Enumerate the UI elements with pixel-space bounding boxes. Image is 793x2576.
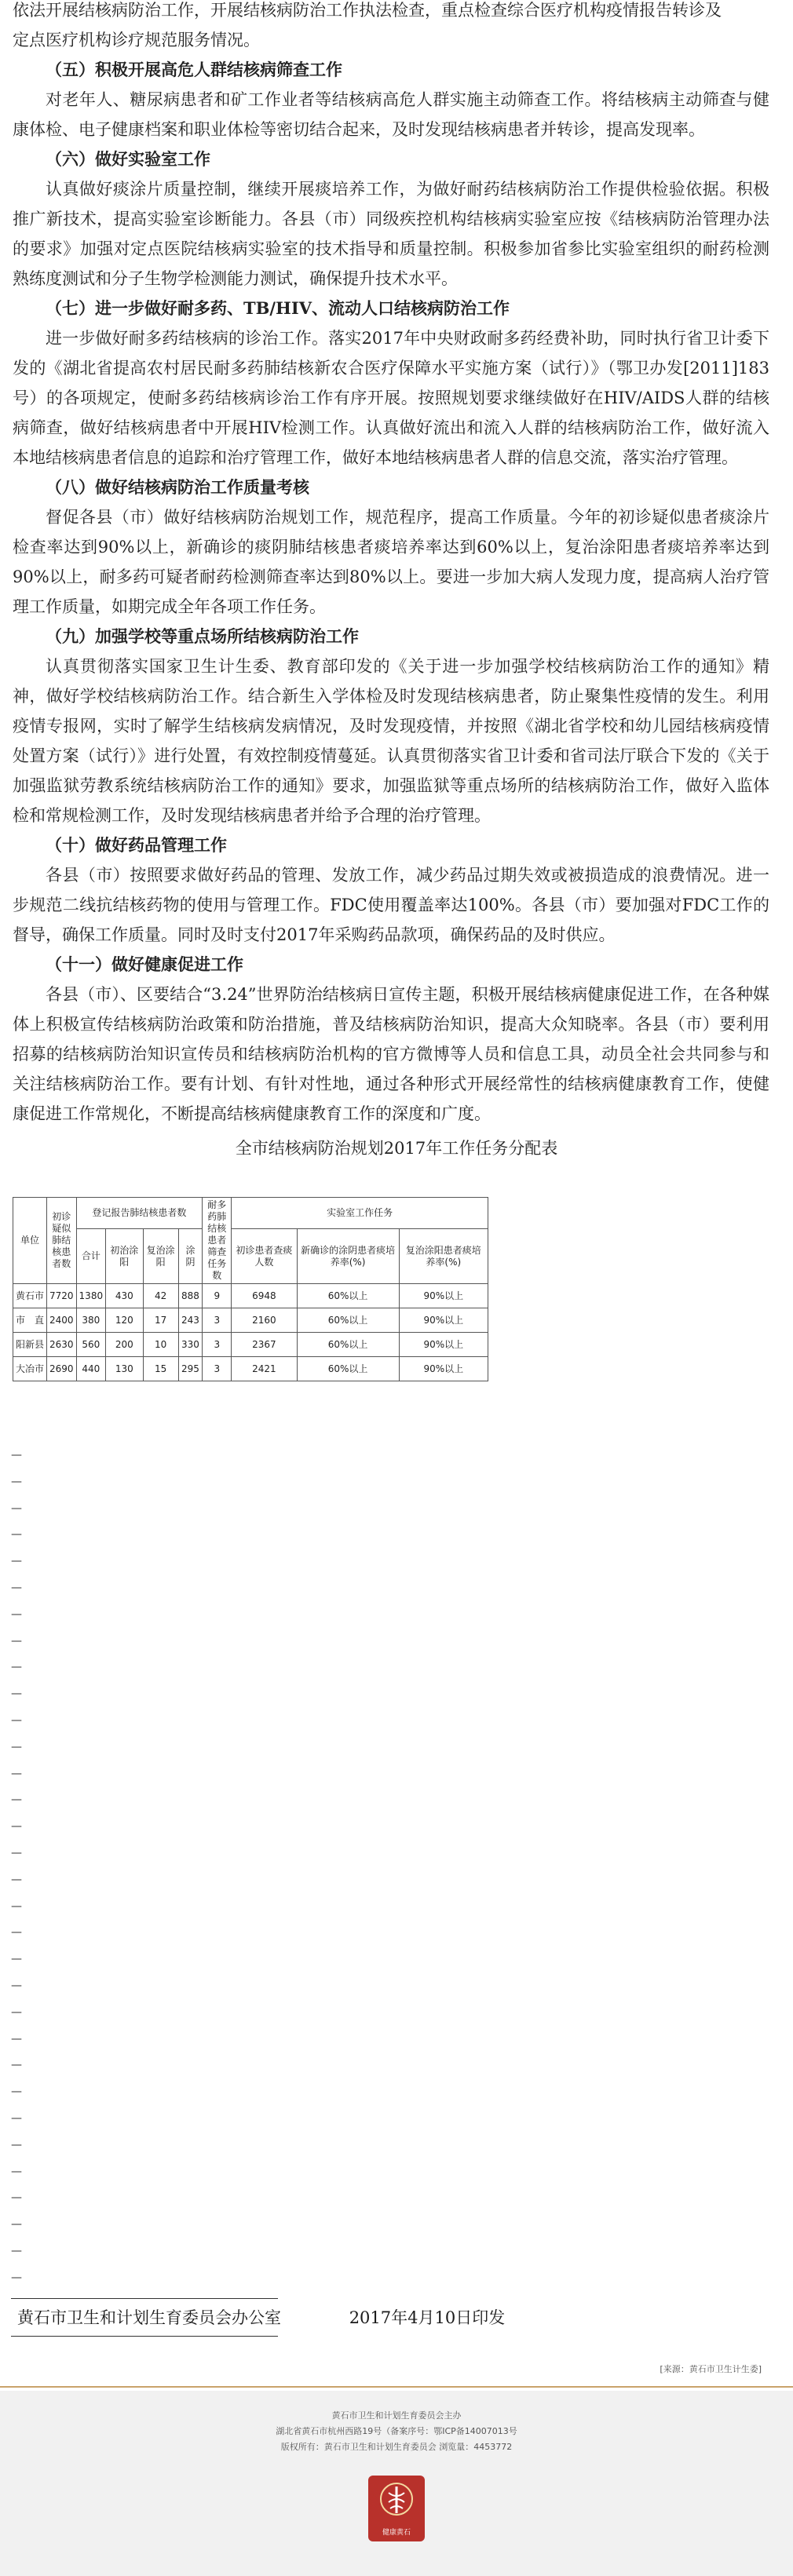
cell-retreat-pos: 17 — [143, 1308, 178, 1333]
section-paragraph-5: 对老年人、糖尿病患者和矿工作业者等结核病高危人群实施主动筛查工作。将结核病主动筛查与健康体检、电子健康档案和职业体检等密切结合起来，及时发现结核病患者并转诊，提高发现率。 — [13, 90, 769, 139]
dash-placeholder: — — [11, 1607, 22, 1621]
header-lab-retreat-culture: 复治涂阳患者痰培养率(%) — [399, 1229, 488, 1284]
article-body — [0, 0, 793, 1163]
cell-suspected: 7720 — [47, 1284, 77, 1308]
dash-placeholder: — — [11, 1846, 22, 1859]
dash-placeholder-list — [11, 1443, 42, 2292]
section-paragraph-6: 认真做好痰涂片质量控制，继续开展痰培养工作，为做好耐药结核病防治工作提供检验依据。积极推广新技术，提高实验室诊断能力。各县（市）同级疾控机构结核病实验室应按《结核病防治管理办法的要求》加强对定点医院结核病实验室的技术指导和质量控制。积极参加省参比实验室组织的耐药检测熟练度测试和分子生物学检测能力测试，确保提升技术水平。 — [13, 180, 769, 288]
header-registered-group: 登记报告肺结核患者数 — [76, 1198, 203, 1229]
dash-placeholder: — — [11, 2059, 22, 2072]
cell-new-rate: 60%以上 — [297, 1284, 399, 1308]
footer-sponsor: 黄石市卫生和计划生育委员会主办 — [331, 2410, 462, 2421]
dash-placeholder: — — [11, 2005, 22, 2019]
footer-address: 湖北省黄石市杭州西路19号（备案序号：鄂ICP备14007013号 — [276, 2426, 517, 2436]
dash-placeholder: — — [11, 1899, 22, 1913]
issuer-bottom-rule — [11, 2336, 278, 2337]
table-row — [13, 1284, 488, 1308]
section-heading-10: （十）做好药品管理工作 — [46, 835, 227, 855]
header-lab-new-culture: 新确诊的涂阴患者痰培养率(%) — [297, 1229, 399, 1284]
cell-new-rate: 60%以上 — [297, 1333, 399, 1357]
source-label: [来源：黄石市卫生计生委] — [660, 2364, 762, 2374]
cell-lab-count: 2421 — [232, 1357, 297, 1381]
table-subheader-row — [13, 1229, 488, 1284]
dash-placeholder: — — [11, 2271, 22, 2284]
cell-unit: 黄石市 — [13, 1284, 47, 1308]
table-header-row — [13, 1198, 488, 1229]
cell-retreat-rate: 90%以上 — [399, 1284, 488, 1308]
cell-suspected: 2690 — [47, 1357, 77, 1381]
cell-total: 440 — [76, 1357, 106, 1381]
issuer-top-rule — [11, 2298, 278, 2299]
dash-placeholder: — — [11, 1528, 22, 1542]
dash-placeholder: — — [11, 1926, 22, 1939]
cell-new-rate: 60%以上 — [297, 1357, 399, 1381]
footer-copyright: 版权所有：黄石市卫生和计划生育委员会 浏览量：4453772 — [280, 2442, 513, 2452]
dash-placeholder: — — [11, 1767, 22, 1780]
dash-placeholder: — — [11, 2191, 22, 2205]
cell-neg: 330 — [178, 1333, 203, 1357]
cell-retreat-pos: 15 — [143, 1357, 178, 1381]
dash-placeholder: — — [11, 2032, 22, 2045]
header-suspected: 初诊疑似肺结核患者数 — [47, 1198, 77, 1284]
dash-placeholder: — — [11, 2111, 22, 2125]
dash-placeholder: — — [11, 1581, 22, 1594]
section-heading-6: （六）做好实验室工作 — [46, 149, 210, 169]
dash-placeholder: — — [11, 1713, 22, 1727]
section-heading-5: （五）积极开展高危人群结核病筛查工作 — [46, 60, 342, 79]
cell-unit: 阳新县 — [13, 1333, 47, 1357]
cell-unit: 市 直 — [13, 1308, 47, 1333]
dash-placeholder: — — [11, 1661, 22, 1674]
cell-retreat-rate: 90%以上 — [399, 1333, 488, 1357]
intro-fragment-line-2: 定点医疗机构诊疗规范服务情况。 — [13, 31, 260, 49]
dash-placeholder: — — [11, 2085, 22, 2099]
task-allocation-table — [13, 1197, 488, 1381]
header-new-smear-pos: 初治涂阳 — [106, 1229, 143, 1284]
header-unit: 单位 — [13, 1198, 47, 1284]
dash-placeholder: — — [11, 1688, 22, 1701]
dash-placeholder: — — [11, 1873, 22, 1886]
table-title: 全市结核病防治规划2017年工作任务分配表 — [235, 1139, 558, 1158]
cell-retreat-rate: 90%以上 — [399, 1357, 488, 1381]
section-paragraph-9: 认真贯彻落实国家卫生计生委、教育部印发的《关于进一步加强学校结核病防治工作的通知》精神，做好学校结核病防治工作。结合新生入学体检及时发现结核病患者，防止聚集性疫情的发生。利用疫情专报网，实时了解学生结核病发病情况，及时发现疫情，并按照《湖北省学校和幼儿园结核病疫情处置方案（试行）》进行处置，有效控制疫情蔓延。认真贯彻落实省卫计委和省司法厅联合下发的《关于加强监狱劳教系统结核病防治工作的通知》要求，加强监狱等重点场所的结核病防治工作，做好入监体检和常规检测工作，及时发现结核病患者并给予合理的治疗管理。 — [13, 657, 769, 825]
header-lab-suspected: 初诊患者查痰人数 — [232, 1229, 297, 1284]
cell-lab-count: 2367 — [232, 1333, 297, 1357]
cell-retreat-rate: 90%以上 — [399, 1308, 488, 1333]
cell-total: 560 — [76, 1333, 106, 1357]
table-row — [13, 1357, 488, 1381]
dash-placeholder: — — [11, 1820, 22, 1833]
dash-placeholder: — — [11, 2244, 22, 2257]
dash-placeholder: — — [11, 1449, 22, 1461]
issuer-date: 2017年4月10日印发 — [349, 2308, 506, 2327]
dash-placeholder: — — [11, 1740, 22, 1753]
dash-placeholder: — — [11, 2138, 22, 2151]
section-paragraph-8: 督促各县（市）做好结核病防治规划工作，规范程序，提高工作质量。今年的初诊疑似患者痰涂片检查率达到90%以上，新确诊的痰阴肺结核患者痰培养率达到60%以上，复治涂阳患者痰培养率达到90%以上，耐多药可疑者耐药检测筛查率达到80%以上。要进一步加大病人发现力度，提高病人治疗管理工作质量，如期完成全年各项工作任务。 — [13, 508, 769, 616]
header-retreat-smear-pos: 复治涂阳 — [143, 1229, 178, 1284]
section-heading-9: （九）加强学校等重点场所结核病防治工作 — [46, 626, 359, 646]
cell-suspected: 2630 — [47, 1333, 77, 1357]
cell-total: 1380 — [76, 1284, 106, 1308]
cell-mdr: 3 — [203, 1357, 232, 1381]
cell-unit: 大冶市 — [13, 1357, 47, 1381]
table-row — [13, 1333, 488, 1357]
cell-total: 380 — [76, 1308, 106, 1333]
cell-retreat-pos: 10 — [143, 1333, 178, 1357]
cell-lab-count: 6948 — [232, 1284, 297, 1308]
cell-suspected: 2400 — [47, 1308, 77, 1333]
dash-placeholder: — — [11, 2165, 22, 2178]
logo-text: 健康黄石 — [382, 2529, 411, 2537]
header-total: 合计 — [76, 1229, 106, 1284]
cell-neg: 243 — [178, 1308, 203, 1333]
intro-fragment-line-1: 依法开展结核病防治工作，开展结核病防治工作执法检查，重点检查综合医疗机构疫情报告转诊及 — [13, 1, 722, 20]
header-lab-group: 实验室工作任务 — [232, 1198, 488, 1229]
section-paragraph-11: 各县（市）、区要结合“3.24”世界防治结核病日宣传主题，积极开展结核病健康促进工作，在各种媒体上积极宣传结核病防治政策和防治措施，普及结核病防治知识，提高大众知晓率。各县（市）要利用招募的结核病防治知识宣传员和结核病防治机构的官方微博等人员和信息工具，动员全社会共同参与和关注结核病防治工作。要有计划、有针对性地，通过各种形式开展经常性的结核病健康教育工作，使健康促进工作常规化，不断提高结核病健康教育工作的深度和广度。 — [13, 985, 769, 1123]
footer-rule — [0, 2386, 793, 2388]
cell-new-pos: 130 — [106, 1357, 143, 1381]
cell-new-pos: 430 — [106, 1284, 143, 1308]
cell-lab-count: 2160 — [232, 1308, 297, 1333]
dash-placeholder: — — [11, 1501, 22, 1515]
cell-mdr: 3 — [203, 1333, 232, 1357]
cell-retreat-pos: 42 — [143, 1284, 178, 1308]
cell-new-rate: 60%以上 — [297, 1308, 399, 1333]
section-paragraph-7: 进一步做好耐多药结核病的诊治工作。落实2017年中央财政耐多药经费补助，同时执行省卫计委下发的《湖北省提高农村居民耐多药肺结核新农合医疗保障水平实施方案（试行）》（鄂卫办发[2011]183号）的各项规定，使耐多药结核病诊治工作有序开展。按照规划要求继续做好在HIV/AIDS人群的结核病筛查，做好结核病患者中开展HIV检测工作。认真做好流出和流入人群的结核病防治工作，做好流入本地结核病患者信息的追踪和治疗管理工作，做好本地结核病患者人群的信息交流，落实治疗管理。 — [13, 329, 769, 467]
header-mdr-screen: 耐多药肺结核患者筛查任务数 — [203, 1198, 232, 1284]
dash-placeholder: — — [11, 1634, 22, 1647]
dash-placeholder: — — [11, 2218, 22, 2231]
cell-new-pos: 200 — [106, 1333, 143, 1357]
dash-placeholder: — — [11, 1555, 22, 1568]
cell-mdr: 3 — [203, 1308, 232, 1333]
section-paragraph-10: 各县（市）按照要求做好药品的管理、发放工作，减少药品过期失效或被损造成的浪费情况。进一步规范二线抗结核药物的使用与管理工作。FDC使用覆盖率达100%。各县（市）要加强对FDC工作的督导，确保工作质量。同时及时支付2017年采购药品款项，确保药品的及时供应。 — [13, 866, 769, 944]
header-smear-neg: 涂阴 — [178, 1229, 203, 1284]
issuer-org: 黄石市卫生和计划生育委员会办公室 — [17, 2308, 281, 2327]
section-heading-8: （八）做好结核病防治工作质量考核 — [46, 477, 309, 497]
table-row — [13, 1308, 488, 1333]
caduceus-icon — [368, 2476, 425, 2527]
cell-neg: 295 — [178, 1357, 203, 1381]
section-heading-7: （七）进一步做好耐多药、TB/HIV、流动人口结核病防治工作 — [46, 298, 510, 318]
dash-placeholder: — — [11, 1475, 22, 1488]
cell-new-pos: 120 — [106, 1308, 143, 1333]
issuer-block — [17, 2306, 505, 2330]
site-footer — [0, 2391, 793, 2576]
dash-placeholder: — — [11, 1979, 22, 1992]
section-heading-11: （十一）做好健康促进工作 — [46, 954, 243, 974]
cell-neg: 888 — [178, 1284, 203, 1308]
cell-mdr: 9 — [203, 1284, 232, 1308]
dash-placeholder: — — [11, 1953, 22, 1966]
health-huangshi-logo-icon — [368, 2476, 425, 2541]
dash-placeholder: — — [11, 1793, 22, 1807]
